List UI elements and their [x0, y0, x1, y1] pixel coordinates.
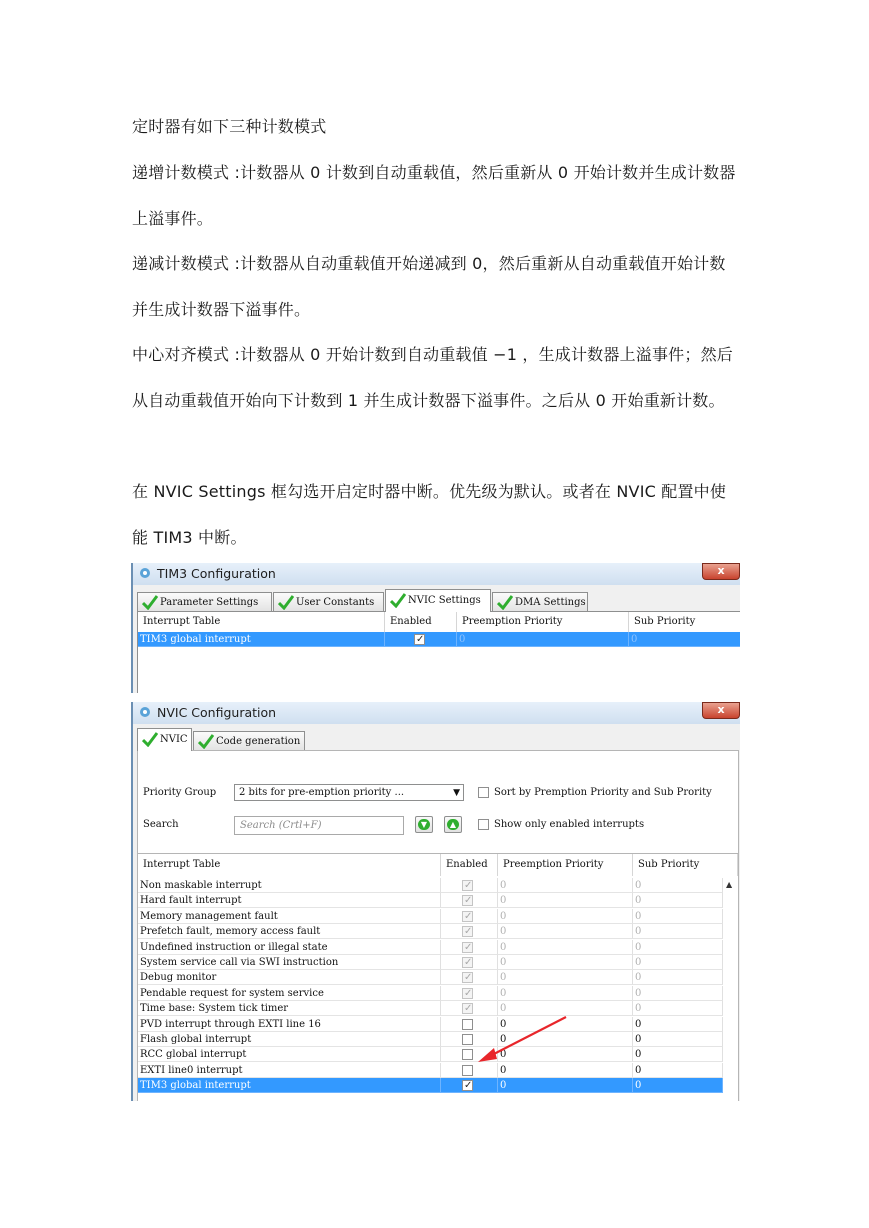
table-row[interactable]: [138, 632, 740, 647]
enabled-cell: [441, 878, 498, 893]
preemption-value: 0: [500, 1080, 507, 1092]
preemption-value: 0: [500, 1064, 507, 1076]
show-enabled-checkbox[interactable]: [478, 819, 489, 830]
column-header-enabled: Enabled: [385, 612, 457, 632]
enabled-checkbox[interactable]: [462, 1080, 473, 1091]
tab-code-generation[interactable]: [193, 731, 305, 750]
doc-paragraph-4: 中心对齐模式 :计数器从 0 开始计数到自动重载值 −1 ，生成计数器上溢事件；然后从自动重载值开始向下计数到 1 并生成计数器下溢事件。之后从 0 开始重新计数。: [132, 345, 733, 410]
checkmark-icon: ✓: [464, 957, 473, 968]
sub-priority-value: 0: [635, 880, 642, 891]
check-icon: [142, 595, 158, 610]
interrupt-name: EXTI line0 interrupt: [138, 1063, 441, 1078]
interrupt-name: Debug monitor: [138, 970, 441, 985]
enabled-cell: [441, 955, 498, 970]
check-icon: [142, 732, 158, 747]
sub-priority-value: 0: [635, 1080, 642, 1092]
tim3-titlebar: [133, 563, 740, 585]
arrow-down-icon: ▼: [418, 819, 430, 830]
preemption-value: 0: [459, 634, 466, 645]
table-row[interactable]: [138, 893, 723, 908]
scroll-up-icon[interactable]: ▲: [726, 880, 733, 889]
enabled-checkbox: [462, 957, 473, 968]
nvic-titlebar: [133, 702, 740, 724]
check-icon: [278, 595, 294, 610]
table-row[interactable]: [138, 909, 723, 924]
sub-priority-value: 0: [635, 1064, 642, 1076]
priority-group-select[interactable]: [234, 784, 464, 801]
preemption-value: 0: [500, 1018, 507, 1030]
sub-priority[interactable]: [633, 1017, 723, 1032]
interrupt-name: TIM3 global interrupt: [138, 632, 385, 647]
sub-priority[interactable]: [633, 940, 723, 955]
enabled-cell: [441, 1063, 498, 1078]
sub-priority-value: 0: [635, 1003, 642, 1015]
tab-label: Code generation: [216, 736, 301, 747]
interrupt-name: Flash global interrupt: [138, 1032, 441, 1047]
enabled-checkbox: [462, 880, 473, 891]
interrupt-name: TIM3 global interrupt: [138, 1078, 441, 1093]
priority-group-label: Priority Group: [143, 787, 217, 798]
tab-user-constants[interactable]: [273, 592, 384, 611]
preemption-value: 0: [500, 957, 507, 968]
sub-priority[interactable]: [633, 1001, 723, 1016]
sub-priority-value: 0: [635, 1049, 642, 1061]
check-icon: [390, 593, 406, 608]
gear-icon: [139, 567, 151, 579]
preemption-value: 0: [500, 895, 507, 907]
arrow-up-icon: ▲: [447, 819, 459, 830]
enabled-checkbox[interactable]: [462, 1065, 473, 1076]
preemption-priority[interactable]: [498, 986, 633, 1001]
table-row[interactable]: [138, 1032, 723, 1047]
preemption-priority[interactable]: [498, 970, 633, 985]
search-up-button[interactable]: [444, 816, 462, 833]
enabled-cell: [441, 924, 498, 939]
sub-priority-value: 0: [635, 957, 642, 968]
preemption-value: 0: [500, 1034, 507, 1045]
search-down-button[interactable]: [415, 816, 433, 833]
table-row[interactable]: [138, 970, 723, 985]
column-header-preemption: Preemption Priority: [457, 612, 629, 632]
enabled-cell: [441, 986, 498, 1001]
doc-paragraph-3: 递减计数模式 :计数器从自动重载值开始递减到 0，然后重新从自动重载值开始计数并生成计数器下溢事件。: [132, 254, 726, 319]
preemption-priority[interactable]: [498, 924, 633, 939]
enabled-checkbox: [462, 942, 473, 953]
checkmark-icon: ✓: [464, 926, 473, 938]
preemption-value: 0: [500, 910, 507, 922]
preemption-priority[interactable]: [457, 632, 629, 647]
close-button[interactable]: x: [702, 702, 740, 719]
window-title: NVIC Configuration: [157, 705, 277, 720]
sub-priority-value: 0: [635, 1018, 642, 1030]
tab-parameter-settings[interactable]: [137, 592, 272, 611]
table-row[interactable]: [138, 924, 723, 939]
checkmark-icon: ✓: [464, 910, 473, 922]
table-row[interactable]: [138, 1001, 723, 1016]
enabled-cell: [441, 970, 498, 985]
show-enabled-option[interactable]: [478, 818, 644, 832]
interrupt-name: Hard fault interrupt: [138, 893, 441, 908]
table-row[interactable]: [138, 1078, 723, 1093]
sub-priority[interactable]: [633, 1063, 723, 1078]
enabled-checkbox: [462, 895, 473, 906]
sub-priority-value: 0: [635, 910, 642, 922]
sub-priority[interactable]: [633, 924, 723, 939]
preemption-value: 0: [500, 1003, 507, 1015]
preemption-priority[interactable]: [498, 878, 633, 893]
enabled-cell: [441, 940, 498, 955]
sub-priority[interactable]: [633, 1047, 723, 1062]
enabled-checkbox[interactable]: [414, 634, 425, 645]
preemption-value: 0: [500, 926, 507, 938]
search-input[interactable]: [234, 816, 404, 835]
tab-nvic-settings[interactable]: [385, 589, 491, 612]
interrupt-name: Prefetch fault, memory access fault: [138, 924, 441, 939]
column-header-preemption: Preemption Priority: [498, 854, 633, 876]
sort-priority-checkbox[interactable]: [478, 787, 489, 798]
check-icon: [198, 734, 214, 749]
sub-priority[interactable]: [633, 955, 723, 970]
sub-priority[interactable]: [633, 878, 723, 893]
priority-group-value: 2 bits for pre-emption priority ...: [239, 787, 405, 798]
sub-priority-value: 0: [635, 926, 642, 938]
checkmark-icon: ✓: [416, 634, 425, 645]
sub-priority[interactable]: [633, 970, 723, 985]
sub-priority[interactable]: [633, 986, 723, 1001]
column-header-subpriority: Sub Priority: [629, 612, 740, 632]
annotation-arrow-icon: [470, 1014, 570, 1064]
preemption-value: 0: [500, 941, 507, 953]
search-label: Search: [143, 819, 179, 830]
checkmark-icon: ✓: [464, 1003, 473, 1015]
doc-paragraph-1: 定时器有如下三种计数模式: [132, 117, 327, 136]
checkmark-icon: ✓: [464, 987, 473, 999]
sub-priority-value: 0: [635, 987, 642, 999]
enabled-checkbox: [462, 911, 473, 922]
preemption-priority[interactable]: [498, 1078, 633, 1093]
table-row[interactable]: [138, 940, 723, 955]
tab-dma-settings[interactable]: [492, 592, 588, 611]
gear-icon: [139, 706, 151, 718]
nvic-tab-panel: [137, 750, 739, 1101]
table-row[interactable]: [138, 1063, 723, 1078]
search-placeholder: Search (Crtl+F): [240, 820, 322, 831]
sub-priority-value: 0: [635, 941, 642, 953]
window-title: TIM3 Configuration: [157, 566, 276, 581]
sub-priority[interactable]: [633, 893, 723, 908]
preemption-value: 0: [500, 1049, 507, 1061]
enabled-cell: [385, 632, 457, 647]
close-button[interactable]: x: [702, 563, 740, 580]
sub-priority-value: 0: [635, 972, 642, 984]
interrupt-name: Memory management fault: [138, 909, 441, 924]
column-header-interrupt: Interrupt Table: [138, 854, 441, 876]
table-row[interactable]: [138, 1017, 723, 1032]
preemption-value: 0: [500, 987, 507, 999]
tab-label: Parameter Settings: [160, 597, 259, 608]
nvic-interrupt-table: [138, 853, 738, 1101]
interrupt-name: PVD interrupt through EXTI line 16: [138, 1017, 441, 1032]
doc-paragraph-5: 在 NVIC Settings 框勾选开启定时器中断。优先级为默认。或者在 NVIC 配置中使能 TIM3 中断。: [132, 482, 727, 547]
enabled-cell: [441, 1078, 498, 1093]
checkmark-icon: ✓: [464, 941, 473, 953]
sub-priority-value: 0: [635, 1034, 642, 1045]
enabled-cell: [441, 893, 498, 908]
tab-bar: [137, 589, 737, 611]
checkmark-icon: ✓: [464, 880, 473, 891]
window-edge-marker: [131, 874, 133, 1044]
column-header-subpriority: Sub Priority: [633, 854, 738, 876]
sub-priority-value: 0: [635, 895, 642, 907]
tab-bar: [137, 728, 437, 750]
tab-label: NVIC Settings: [408, 595, 481, 606]
table-row[interactable]: [138, 1047, 723, 1062]
enabled-checkbox: [462, 1003, 473, 1014]
sort-priority-label: Sort by Premption Priority and Sub Prority: [494, 787, 712, 798]
preemption-priority[interactable]: [498, 893, 633, 908]
check-icon: [497, 595, 513, 610]
interrupt-name: Non maskable interrupt: [138, 878, 441, 893]
enabled-checkbox: [462, 972, 473, 983]
interrupt-name: System service call via SWI instruction: [138, 955, 441, 970]
table-row[interactable]: [138, 878, 723, 893]
preemption-value: 0: [500, 972, 507, 984]
tab-label: DMA Settings: [515, 597, 586, 608]
tab-label: NVIC: [160, 734, 188, 745]
column-header-enabled: Enabled: [441, 854, 498, 876]
tim3-config-window: [131, 563, 740, 693]
preemption-priority[interactable]: [498, 955, 633, 970]
interrupt-name: Undefined instruction or illegal state: [138, 940, 441, 955]
interrupt-name: RCC global interrupt: [138, 1047, 441, 1062]
table-row[interactable]: [138, 986, 723, 1001]
sort-priority-option[interactable]: [478, 786, 712, 800]
enabled-checkbox: [462, 926, 473, 937]
preemption-priority[interactable]: [498, 1063, 633, 1078]
interrupt-name: Time base: System tick timer: [138, 1001, 441, 1016]
enabled-cell: [441, 909, 498, 924]
sub-priority[interactable]: [629, 632, 740, 647]
column-header-interrupt: Interrupt Table: [138, 612, 385, 632]
sub-priority[interactable]: [633, 1032, 723, 1047]
show-enabled-label: Show only enabled interrupts: [494, 819, 645, 830]
preemption-priority[interactable]: [498, 909, 633, 924]
sub-priority[interactable]: [633, 1078, 723, 1093]
tab-nvic[interactable]: [137, 728, 192, 751]
preemption-priority[interactable]: [498, 940, 633, 955]
table-row[interactable]: [138, 955, 723, 970]
checkmark-icon: ✓: [464, 972, 473, 984]
interrupt-name: Pendable request for system service: [138, 986, 441, 1001]
doc-paragraph-2: 递增计数模式 :计数器从 0 计数到自动重载值，然后重新从 0 开始计数并生成计数器上溢事件。: [132, 163, 736, 228]
dropdown-arrow-icon: ▼: [453, 788, 460, 798]
sub-priority[interactable]: [633, 909, 723, 924]
preemption-value: 0: [500, 880, 507, 891]
tim3-interrupt-table: [137, 611, 740, 693]
checkmark-icon: ✓: [464, 895, 473, 907]
nvic-config-window: [131, 702, 740, 1101]
tab-label: User Constants: [296, 597, 375, 608]
enabled-checkbox: [462, 988, 473, 999]
sub-priority-value: 0: [631, 634, 638, 645]
checkmark-icon: ✓: [464, 1080, 473, 1092]
